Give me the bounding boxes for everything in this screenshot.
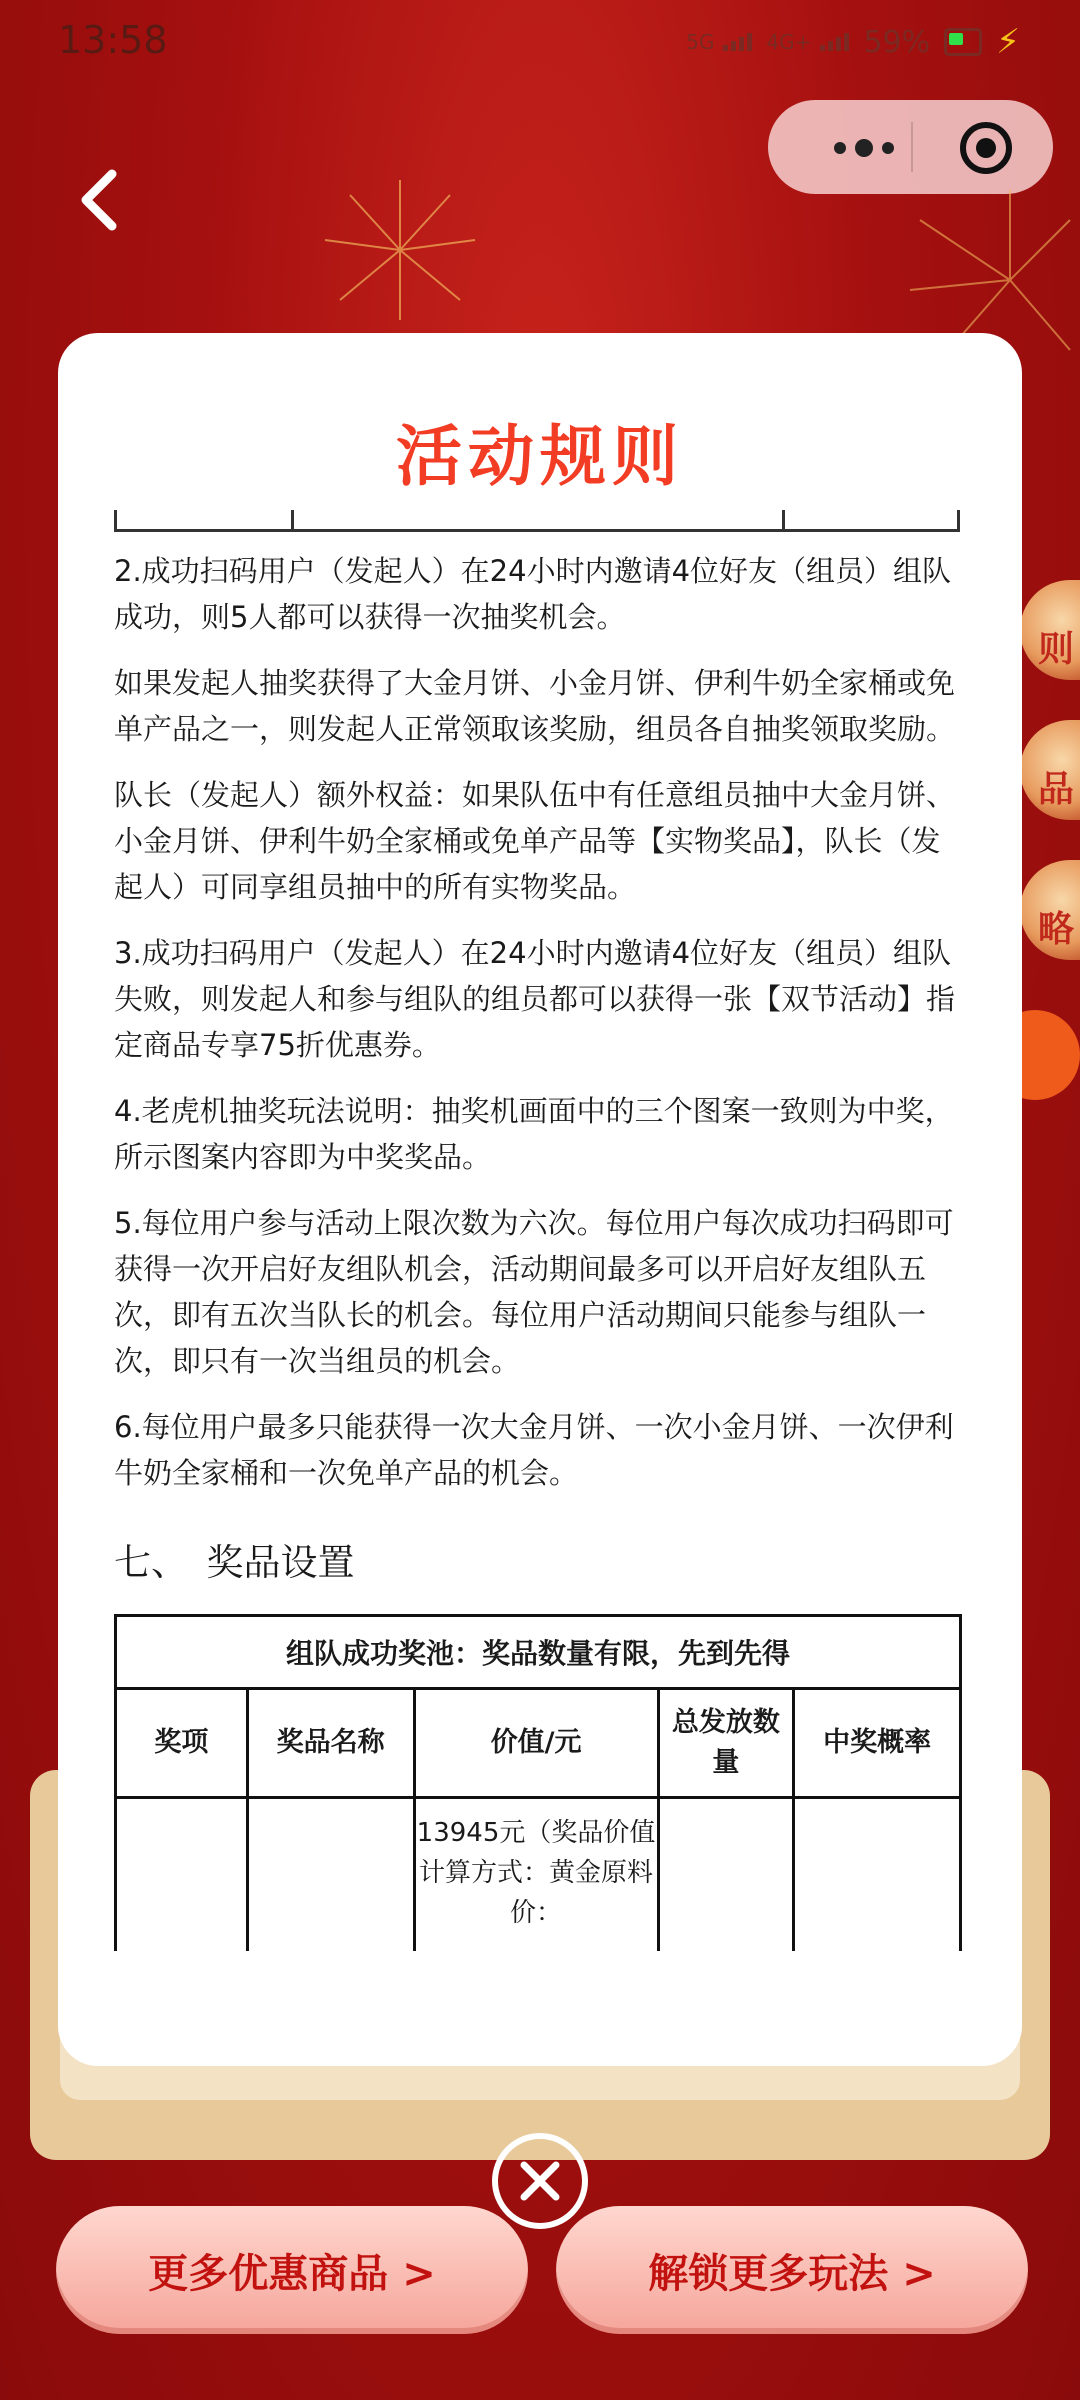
side-prizes-button[interactable]: 品	[1020, 720, 1080, 820]
firework-decoration	[300, 170, 500, 330]
rule-paragraph: 队长（发起人）额外权益：如果队伍中有任意组员抽中大金月饼、小金月饼、伊利牛奶全家桶或免单产品等【实物奖品】，队长（发起人）可同享组员抽中的所有实物奖品。	[114, 778, 956, 904]
table-header: 中奖概率	[794, 1689, 961, 1798]
status-time: 13:58	[58, 18, 168, 62]
prize-table	[114, 1614, 962, 1951]
back-button[interactable]	[70, 160, 130, 240]
more-deals-button[interactable]: 更多优惠商品 >	[56, 2206, 528, 2334]
table-header: 奖品名称	[247, 1689, 414, 1798]
more-button[interactable]	[820, 128, 910, 168]
table-caption: 组队成功奖池：奖品数量有限，先到先得	[116, 1616, 961, 1689]
table-header: 价值/元	[414, 1689, 658, 1798]
table-header: 总发放数量	[658, 1689, 794, 1798]
title-divider	[114, 510, 960, 532]
table-cell-value: 13945元（奖品价值计算方式：黄金原料价：	[414, 1798, 658, 1952]
close-miniprogram-button[interactable]	[958, 120, 1014, 176]
rule-paragraph: 如果发起人抽奖获得了大金月饼、小金月饼、伊利牛奶全家桶或免单产品之一，则发起人正常领取该奖励，组员各自抽奖领取奖励。	[114, 666, 956, 746]
signal-5g-icon	[686, 30, 752, 54]
status-indicators	[686, 22, 1020, 62]
chevron-left-icon	[70, 160, 130, 240]
rule-paragraph: 5.每位用户参与活动上限次数为六次。每位用户每次成功扫码即可获得一次开启好友组队机会，活动期间最多可以开启好友组队五次，即有五次当队长的机会。每位用户活动期间只能参与组队一次，即只有一次当组员的机会。	[114, 1206, 954, 1378]
close-modal-button[interactable]	[490, 2131, 590, 2231]
table-cell	[116, 1798, 248, 1952]
network-type-2: 4G+	[766, 30, 812, 54]
more-dots-icon	[820, 128, 910, 168]
close-icon	[490, 2131, 590, 2231]
battery-icon	[944, 28, 982, 56]
target-icon	[958, 120, 1014, 176]
side-rules-button[interactable]: 则	[1020, 580, 1080, 680]
rule-paragraph: 6.每位用户最多只能获得一次大金月饼、一次小金月饼、一次伊利牛奶全家桶和一次免单产品的机会。	[114, 1410, 954, 1490]
table-header: 奖项	[116, 1689, 248, 1798]
rule-paragraph: 2.成功扫码用户（发起人）在24小时内邀请4位好友（组员）组队成功，则5人都可以获得一次抽奖机会。	[114, 554, 952, 634]
rules-content-scroll[interactable]	[114, 548, 964, 1951]
battery-percent: 59%	[863, 24, 931, 60]
side-guide-button[interactable]: 略	[1020, 860, 1080, 960]
unlock-more-button[interactable]: 解锁更多玩法 >	[556, 2206, 1028, 2334]
signal-4g-icon	[766, 30, 849, 54]
section-heading: 七、 奖品设置	[114, 1541, 355, 1584]
rule-paragraph: 4.老虎机抽奖玩法说明：抽奖机画面中的三个图案一致则为中奖，所示图案内容即为中奖奖品。	[114, 1094, 954, 1174]
table-cell	[794, 1798, 961, 1952]
rule-paragraph: 3.成功扫码用户（发起人）在24小时内邀请4位好友（组员）组队失败，则发起人和参与组队的组员都可以获得一张【双节活动】指定商品专享75折优惠券。	[114, 936, 956, 1062]
network-type-1: 5G	[686, 30, 715, 54]
charging-icon: ⚡	[996, 22, 1020, 62]
modal-title: 活动规则	[396, 418, 684, 495]
status-bar	[0, 0, 1080, 80]
table-cell	[658, 1798, 794, 1952]
table-cell	[247, 1798, 414, 1952]
capsule-divider	[911, 122, 913, 172]
table-row	[116, 1798, 961, 1952]
